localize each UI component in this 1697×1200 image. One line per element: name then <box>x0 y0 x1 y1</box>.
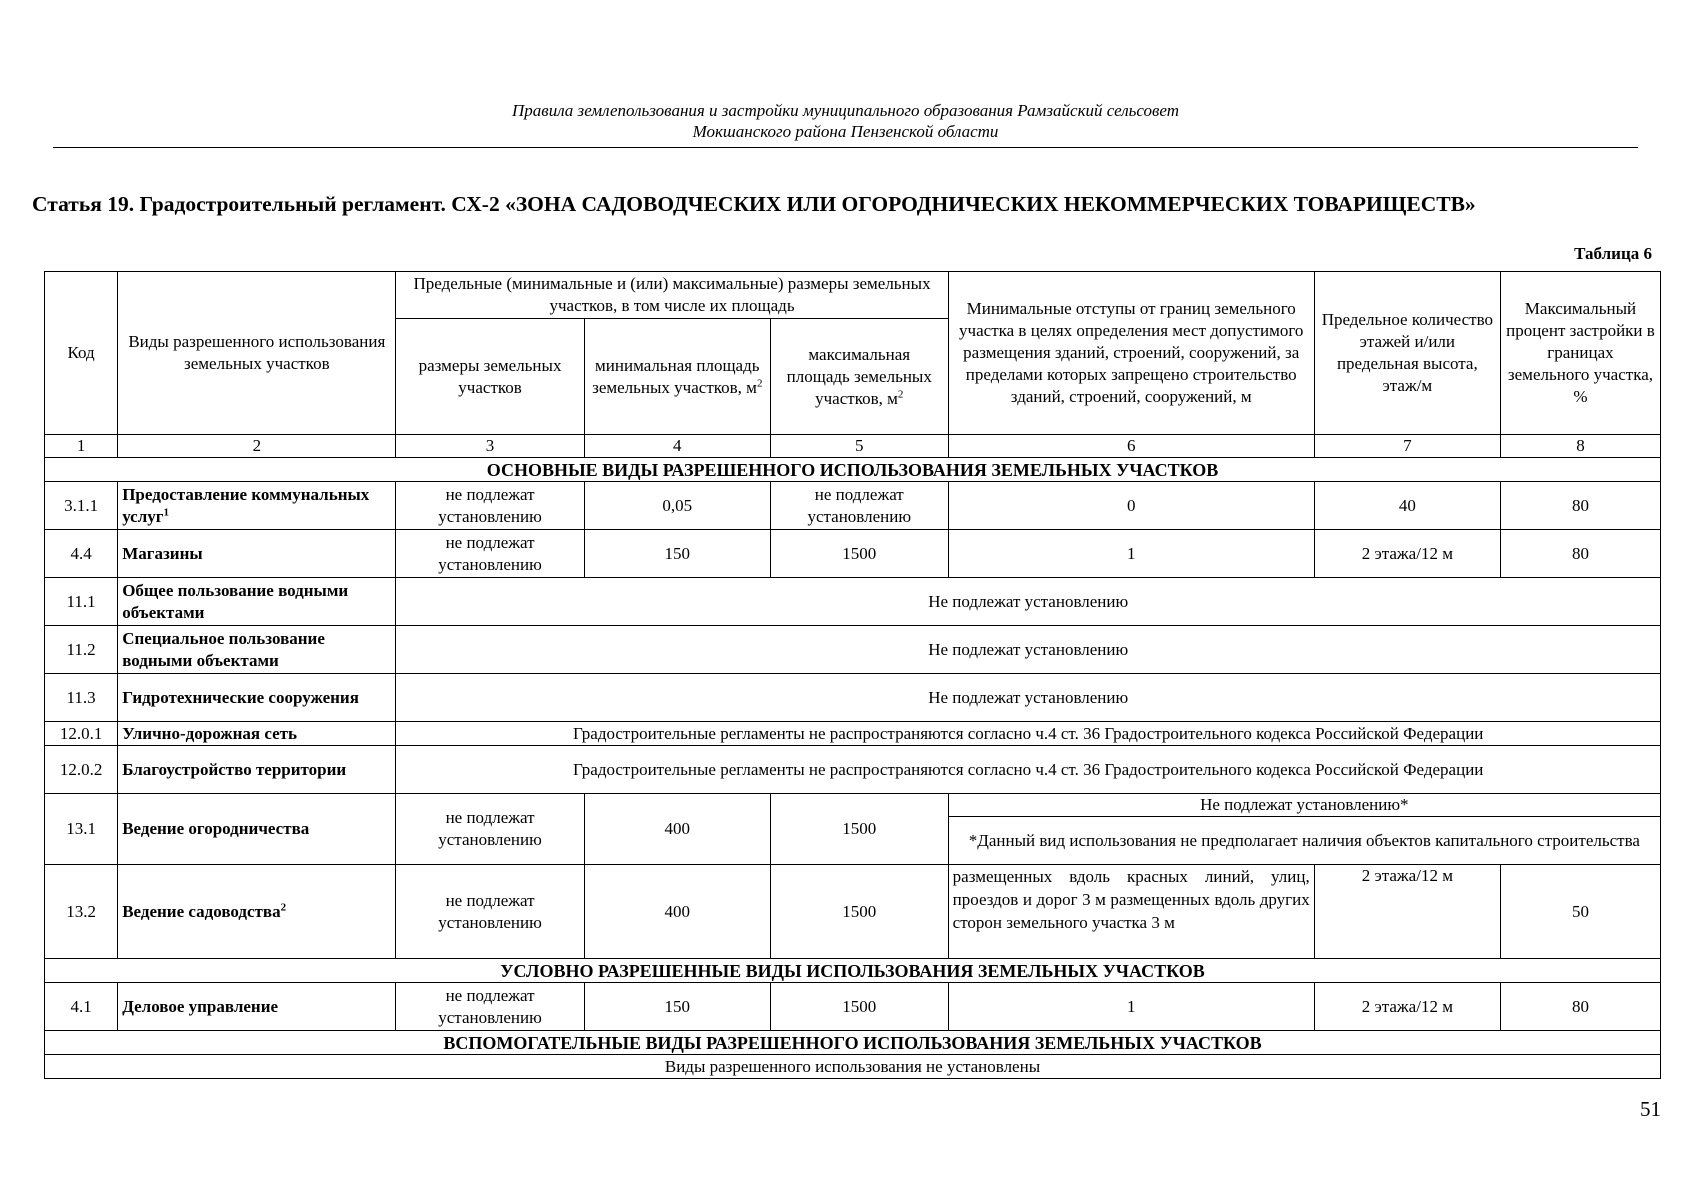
header-row-1 <box>45 272 1661 319</box>
article-title: Статья 19. Градостроительный регламент. СХ-2 «ЗОНА САДОВОДЧЕСКИХ ИЛИ ОГОРОДНИЧЕСКИХ НЕКОММЕРЧЕСКИХ ТОВАРИЩЕСТВ» <box>32 192 1476 216</box>
row-code: 3.1.1 <box>45 482 118 530</box>
column-number: 6 <box>948 435 1314 458</box>
page-number: 51 <box>1640 1097 1661 1121</box>
row-use-type: Деловое управление <box>118 983 396 1031</box>
row-min-area: 400 <box>584 865 770 959</box>
row-sizes: не подлежат установлению <box>396 983 584 1031</box>
row-use-type: Гидротехнические сооружения <box>118 674 396 722</box>
use-type-label: Предоставление коммунальных услуг <box>122 484 370 526</box>
row-use-type <box>118 482 396 530</box>
row-code: 11.1 <box>45 578 118 626</box>
row-max-area: 1500 <box>770 865 948 959</box>
row-coverage: 80 <box>1500 482 1660 530</box>
col-max-area-header <box>770 319 948 435</box>
table-row <box>45 482 1661 530</box>
row-code: 12.0.1 <box>45 722 118 746</box>
row-sizes: не подлежат установлению <box>396 865 584 959</box>
col-use-type-header: Виды разрешенного использования земельных участков <box>118 272 396 435</box>
row-sizes: не подлежат установлению <box>396 530 584 578</box>
header-line-2: Мокшанского района Пензенской области <box>692 122 999 141</box>
row-use-type: Общее пользование водными объектами <box>118 578 396 626</box>
row-code: 4.1 <box>45 983 118 1031</box>
table-row <box>45 578 1661 626</box>
table-row <box>45 530 1661 578</box>
row-code: 12.0.2 <box>45 746 118 794</box>
row-code: 11.2 <box>45 626 118 674</box>
row-note-bottom: *Данный вид использования не предполагает наличия объектов капитального строительства <box>948 817 1660 865</box>
table-row <box>45 983 1661 1031</box>
row-setback: размещенных вдоль красных линий, улиц, проездов и дорог 3 м размещенных вдоль других сторон земельного участка 3 м <box>948 865 1314 959</box>
header-rule <box>53 147 1638 148</box>
row-sizes: не подлежат установлению <box>396 794 584 865</box>
section-title-conditional: УСЛОВНО РАЗРЕШЕННЫЕ ВИДЫ ИСПОЛЬЗОВАНИЯ ЗЕМЕЛЬНЫХ УЧАСТКОВ <box>45 959 1661 983</box>
row-max-area: 1500 <box>770 983 948 1031</box>
row-use-type: Специальное пользование водными объектами <box>118 626 396 674</box>
row-floors: 2 этажа/12 м <box>1314 865 1500 959</box>
row-min-area: 400 <box>584 794 770 865</box>
row-coverage: 80 <box>1500 530 1660 578</box>
table-row <box>45 794 1661 817</box>
col-max-area-label: максимальная площадь земельных участков, м <box>786 344 932 408</box>
section-row-main <box>45 458 1661 482</box>
column-number-row <box>45 435 1661 458</box>
use-type-label: Ведение садоводства <box>122 901 281 921</box>
row-code: 4.4 <box>45 530 118 578</box>
row-floors: 2 этажа/12 м <box>1314 983 1500 1031</box>
table-caption: Таблица 6 <box>1574 244 1652 263</box>
table-row <box>45 626 1661 674</box>
row-coverage: 50 <box>1500 865 1660 959</box>
row-setback: 0 <box>948 482 1314 530</box>
row-use-type: Благоустройство территории <box>118 746 396 794</box>
column-number: 7 <box>1314 435 1500 458</box>
section-row-conditional <box>45 959 1661 983</box>
row-note: Не подлежат установлению <box>396 674 1661 722</box>
section-row-auxiliary <box>45 1031 1661 1055</box>
column-number: 2 <box>118 435 396 458</box>
row-floors: 40 <box>1314 482 1500 530</box>
column-number: 8 <box>1500 435 1660 458</box>
row-min-area: 0,05 <box>584 482 770 530</box>
row-note: Градостроительные регламенты не распространяются согласно ч.4 ст. 36 Градостроительного кодекса Российской Федерации <box>396 722 1661 746</box>
row-code: 11.3 <box>45 674 118 722</box>
column-number: 4 <box>584 435 770 458</box>
row-min-area: 150 <box>584 983 770 1031</box>
col-code-header: Код <box>45 272 118 435</box>
row-note: Не подлежат установлению <box>396 626 1661 674</box>
row-floors: 2 этажа/12 м <box>1314 530 1500 578</box>
table-row <box>45 746 1661 794</box>
row-use-type: Улично-дорожная сеть <box>118 722 396 746</box>
row-note: Не подлежат установлению <box>396 578 1661 626</box>
table-row <box>45 722 1661 746</box>
col-floors-header: Предельное количество этажей и/или предельная высота, этаж/м <box>1314 272 1500 435</box>
row-note-top: Не подлежат установлению* <box>948 794 1660 817</box>
row-sizes: не подлежат установлению <box>396 482 584 530</box>
col-sizes-header: размеры земельных участков <box>396 319 584 435</box>
row-min-area: 150 <box>584 530 770 578</box>
row-code: 13.2 <box>45 865 118 959</box>
row-note: Градостроительные регламенты не распространяются согласно ч.4 ст. 36 Градостроительного кодекса Российской Федерации <box>396 746 1661 794</box>
row-use-type <box>118 865 396 959</box>
table-row <box>45 865 1661 959</box>
row-use-type: Ведение огородничества <box>118 794 396 865</box>
column-number: 3 <box>396 435 584 458</box>
section-title-auxiliary: ВСПОМОГАТЕЛЬНЫЕ ВИДЫ РАЗРЕШЕННОГО ИСПОЛЬЗОВАНИЯ ЗЕМЕЛЬНЫХ УЧАСТКОВ <box>45 1031 1661 1055</box>
row-setback: 1 <box>948 983 1314 1031</box>
row-max-area: не подлежат установлению <box>770 482 948 530</box>
regulation-table <box>44 271 1661 1079</box>
section-title-main: ОСНОВНЫЕ ВИДЫ РАЗРЕШЕННОГО ИСПОЛЬЗОВАНИЯ ЗЕМЕЛЬНЫХ УЧАСТКОВ <box>45 458 1661 482</box>
col-setbacks-header: Минимальные отступы от границ земельного участка в целях определения мест допустимого размещения зданий, строений, сооружений, за пределами которых запрещено строительство зданий, строений, сооружений, м <box>948 272 1314 435</box>
footnote-marker: 1 <box>163 505 169 518</box>
auxiliary-note-row <box>45 1055 1661 1079</box>
header-line-1: Правила землепользования и застройки муниципального образования Рамзайский сельсовет <box>512 101 1179 120</box>
row-use-type: Магазины <box>118 530 396 578</box>
row-code: 13.1 <box>45 794 118 865</box>
col-limits-group-header: Предельные (минимальные и (или) максимальные) размеры земельных участков, в том числе их площадь <box>396 272 948 319</box>
superscript: 2 <box>756 376 763 389</box>
row-max-area: 1500 <box>770 794 948 865</box>
row-coverage: 80 <box>1500 983 1660 1031</box>
column-number: 1 <box>45 435 118 458</box>
table-row <box>45 674 1661 722</box>
column-number: 5 <box>770 435 948 458</box>
col-coverage-header: Максимальный процент застройки в границах земельного участка, % <box>1500 272 1660 435</box>
document-header <box>53 100 1638 142</box>
row-setback: 1 <box>948 530 1314 578</box>
col-min-area-label: минимальная площадь земельных участков, м <box>592 355 760 397</box>
auxiliary-note: Виды разрешенного использования не установлены <box>45 1055 1661 1079</box>
col-min-area-header <box>584 319 770 435</box>
superscript: 2 <box>897 387 904 400</box>
row-max-area: 1500 <box>770 530 948 578</box>
footnote-marker: 2 <box>280 900 287 913</box>
